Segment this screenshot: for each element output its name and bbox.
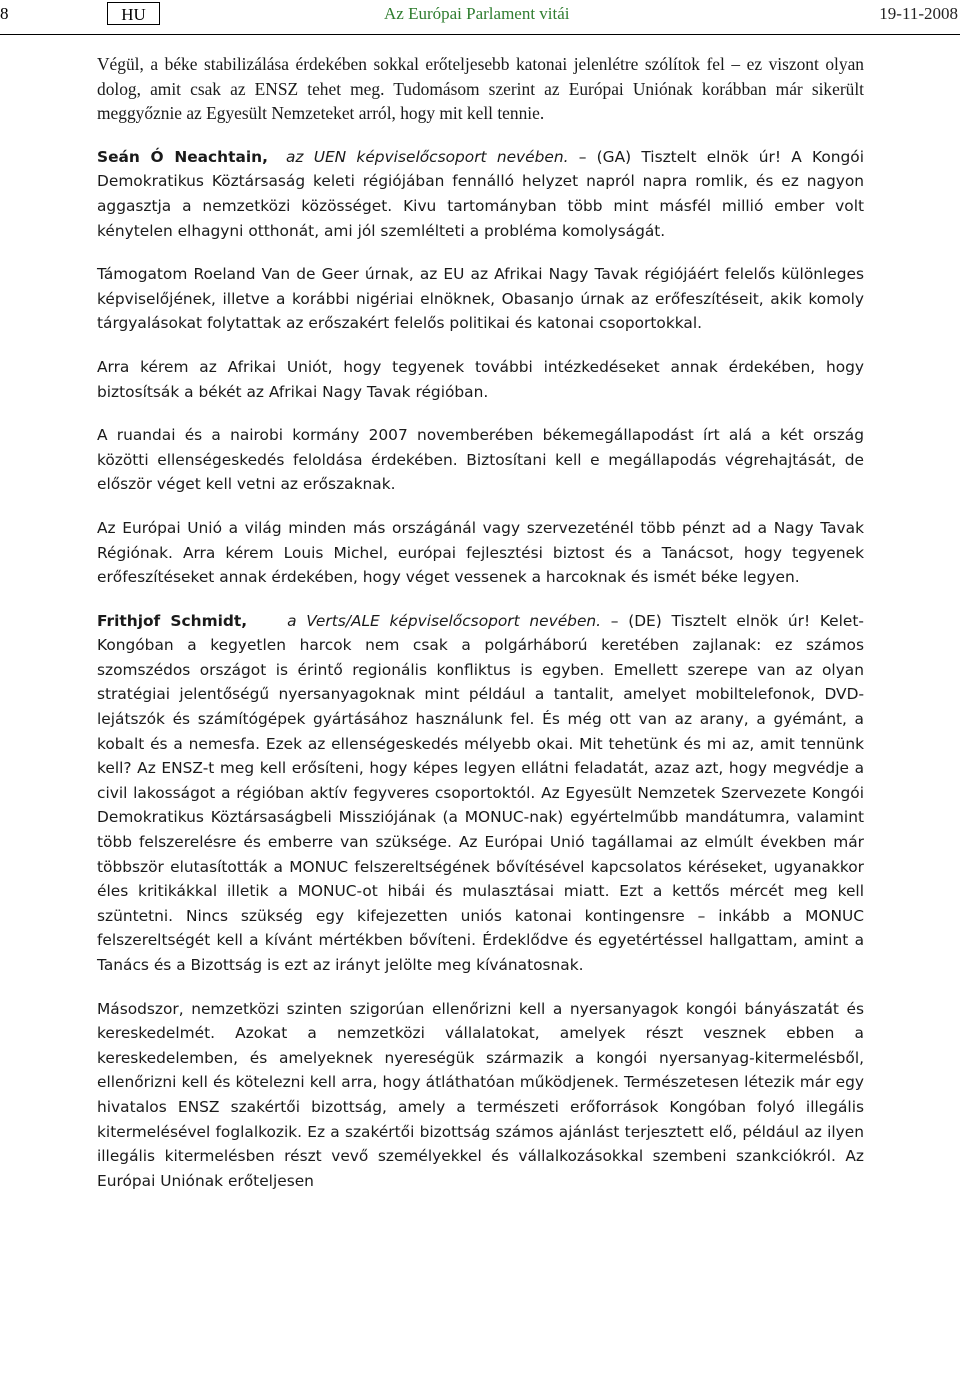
paragraph-2 bbox=[97, 145, 864, 243]
paragraph-8: Másodszor, nemzetközi szinten szigorúan ellenőrizni kell a nyersanyagok kongói bányászatát és kereskedelmét. Azokat a nemzetközi vállalatokat, amelyek részt vesznek ebben a kereskedelemben, és amelyeknek nyereségük származik a kongói nyersanyag-kitermelésből, ellenőrizni kell és kötelezni kell arra, hogy átláthatóan működjenek. Természetesen létezik már egy hivatalos ENSZ szakértői bizottság, amely a természeti erőforrások Kongóban folyó illegális kitermelésével foglalkozik. Ez a szakértői bizottság számos ajánlást terjesztett elő, például az ilyen illegális kitermelésben részt vevő személyekkel és vállalkozásokkal szembeni szankciókról. Az Európai Uniónak erőteljesen bbox=[97, 999, 864, 1190]
paragraph-7 bbox=[97, 609, 864, 978]
speaker-role: a Verts/ALE képviselőcsoport nevében. bbox=[287, 611, 602, 630]
paragraph-4: Arra kérem az Afrikai Uniót, hogy tegyenek további intézkedéseket annak érdekében, hogy biztosítsák a békét az Afrikai Nagy Tavak régióban. bbox=[97, 357, 864, 401]
paragraph-6: Az Európai Unió a világ minden más országánál vagy szervezeténél több pénzt ad a Nagy Tavak Régiónak. Arra kérem Louis Michel, európai fejlesztési biztost és a Tanácsot, hogy tegyenek erőfeszítéseket annak érdekében, hogy véget vessenek a harcoknak és ismét béke legyen. bbox=[97, 518, 864, 587]
speech-text: – (GA) Tisztelt elnök úr! A Kongói Demokratikus Köztársaság keleti régiójában fennálló helyzet napról napra romlik, és ez nagyon aggasztja a nemzetközi közösséget. Kivu tartományban több mint másfél millió ember volt kénytelen elhagyni otthonát, ami jól szemlélteti a probléma komolyságát. bbox=[97, 147, 864, 240]
speech-text: – (DE) Tisztelt elnök úr! Kelet-Kongóban a kegyetlen harcok nem csak a polgárháború keretében zajlanak: ez számos szomszédos országot is érintő regionális konfliktus is egyben. Emellett szerepe van az olyan stratégiai jelentőségű nyersanyagoknak mint például a tantalit, amelyet mobiltelefonok, DVD-lejátszók és számítógépek gyártásához használunk fel. És még ott van az arany, a gyémánt, a kobalt és a nemesfa. Ezek az ellenségeskedés mélyebb okai. Mit tehetünk és mi az, amit tennünk kell? Az ENSZ-t meg kell erősíteni, hogy képes legyen ellátni feladatát, azaz azt, hogy megvédje a civil lakosságot a régióban aktív fegyveres csoportoktól. Az Egyesült Nemzetek Szervezete Kongói Demokratikus Köztársaságbeli Missziójának (a MONUC-nak) egyértelműbb mandátumra, valamint több felszerelésre és emberre van szüksége. Az Európai Unió tagállamai az elmúlt években már többször elutasították a MONUC felszereltségének bővítésével kapcsolatos kéréseket, ugyanakkor éles kritikákkal illetik a MONUC-ot hibái és mulasztásai miatt. Ezt a kettős mércét meg kell szüntetni. Nincs szükség egy kifejezetten uniós katonai kontingensre – inkább a MONUC felszereltségét kell a kívánt mértékben bővíteni. Érdeklődve és egyetértéssel hallgattam, amint a Tanács és a Bizottság is ezt az irányt jelölte meg kívánatosnak. bbox=[97, 611, 864, 974]
paragraph-3: Támogatom Roeland Van de Geer úrnak, az EU az Afrikai Nagy Tavak régiójáért felelős különleges képviselőjének, illetve a korábbi nigériai elnöknek, Obasanjo úrnak az erőfeszítéseit, akik komoly tárgyalásokat folytattak az erőszakért felelős politikai és katonai csoportokkal. bbox=[97, 265, 864, 333]
document-date: 19-11-2008 bbox=[879, 4, 958, 23]
page-number: 8 bbox=[0, 4, 9, 23]
speaker-name: Seán Ó Neachtain, bbox=[97, 147, 268, 166]
page-header bbox=[0, 0, 960, 35]
language-code-box: HU bbox=[107, 2, 160, 25]
paragraph-5: A ruandai és a nairobi kormány 2007 novemberében békemegállapodást írt alá a két ország közötti ellenségeskedés feloldása érdekében. Biztosítani kell e megállapodás végrehajtását, de először véget kell vetni az erőszaknak. bbox=[97, 426, 864, 494]
speaker-name: Frithjof Schmidt, bbox=[97, 611, 248, 630]
document-body bbox=[97, 52, 864, 1212]
speaker-role: az UEN képviselőcsoport nevében. bbox=[285, 147, 569, 166]
paragraph-1: Végül, a béke stabilizálása érdekében sokkal erőteljesebb katonai jelenlétre szólítok fel – ez viszont olyan dolog, amit csak az ENSZ tehet meg. Tudomásom szerint az Európai Uniónak korábban már sikerült meggyőznie az Egyesült Nemzeteket arról, hogy mit kell tennie. bbox=[97, 54, 864, 124]
document-title: Az Európai Parlament vitái bbox=[384, 4, 570, 23]
